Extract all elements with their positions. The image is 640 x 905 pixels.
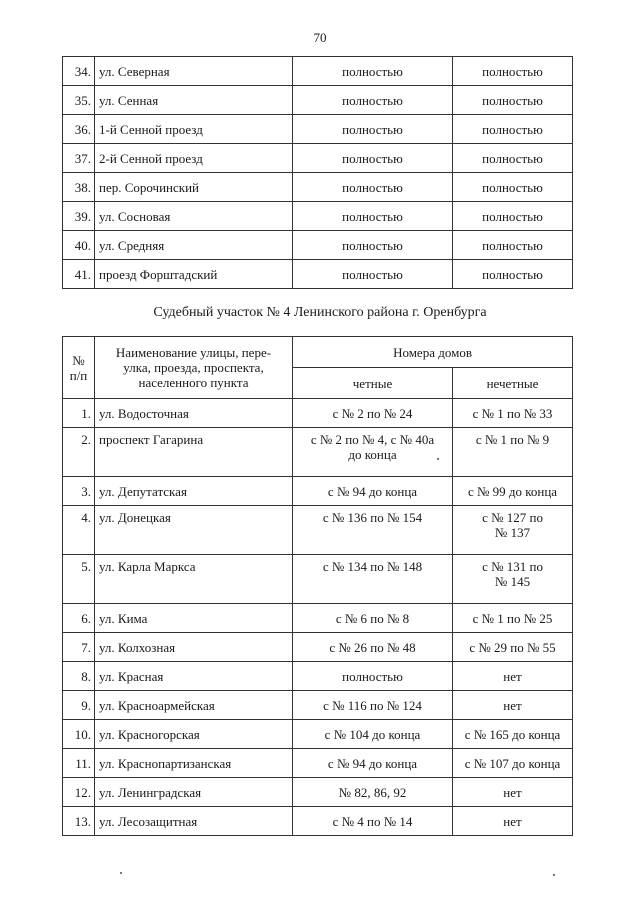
table-row bbox=[63, 173, 573, 202]
odd-houses-line: с № 127 по bbox=[482, 510, 543, 525]
header-num bbox=[63, 337, 95, 399]
odd-houses bbox=[453, 555, 573, 604]
street-name: проезд Форштадский bbox=[95, 260, 293, 289]
table-row bbox=[63, 633, 573, 662]
header-num-line1: № bbox=[72, 352, 85, 368]
odd-houses bbox=[453, 399, 573, 428]
odd-houses-line: нет bbox=[503, 784, 522, 800]
street-name: 2-й Сенной проезд bbox=[95, 144, 293, 173]
header-house-numbers: Номера домов bbox=[293, 337, 573, 368]
even-houses-line: с № 6 по № 8 bbox=[335, 610, 410, 626]
table-row bbox=[63, 720, 573, 749]
street-name: ул. Сосновая bbox=[95, 202, 293, 231]
row-number: 34. bbox=[63, 57, 95, 86]
header-odd: нечетные bbox=[453, 368, 573, 399]
table-row bbox=[63, 399, 573, 428]
table-row bbox=[63, 202, 573, 231]
odd-houses bbox=[453, 604, 573, 633]
row-number: 38. bbox=[63, 173, 95, 202]
odd-houses bbox=[453, 691, 573, 720]
even-houses-line: с № 104 до конца bbox=[324, 726, 421, 742]
even-houses bbox=[293, 428, 453, 477]
odd-houses-line: с № 131 по bbox=[482, 559, 543, 574]
odd-houses: полностью bbox=[453, 202, 573, 231]
odd-houses: полностью bbox=[453, 144, 573, 173]
odd-houses-line: с № 1 по № 25 bbox=[472, 610, 553, 626]
table-row bbox=[63, 749, 573, 778]
row-number: 40. bbox=[63, 231, 95, 260]
street-name: ул. Ленинградская bbox=[95, 778, 293, 807]
row-number: 2. bbox=[63, 428, 95, 477]
scan-speck bbox=[120, 872, 122, 874]
odd-houses-line: нет bbox=[503, 813, 522, 829]
odd-houses: полностью bbox=[453, 231, 573, 260]
even-houses-line: с № 136 по № 154 bbox=[322, 510, 423, 525]
header-even: четные bbox=[293, 368, 453, 399]
row-number: 10. bbox=[63, 720, 95, 749]
street-name: ул. Донецкая bbox=[95, 506, 293, 555]
table-row bbox=[63, 260, 573, 289]
table-row bbox=[63, 57, 573, 86]
table-row bbox=[63, 506, 573, 555]
header-name-line2: улка, проезда, проспекта, bbox=[123, 360, 264, 375]
row-number: 1. bbox=[63, 399, 95, 428]
odd-houses bbox=[453, 477, 573, 506]
header-name-line3: населенного пункта bbox=[138, 375, 249, 390]
even-houses-line: с № 26 по № 48 bbox=[329, 639, 416, 655]
street-name: ул. Краснопартизанская bbox=[95, 749, 293, 778]
street-name: ул. Колхозная bbox=[95, 633, 293, 662]
table-row bbox=[63, 691, 573, 720]
header-street-name bbox=[95, 337, 293, 399]
even-houses: полностью bbox=[293, 202, 453, 231]
table2-body bbox=[63, 399, 573, 836]
street-name: ул. Кима bbox=[95, 604, 293, 633]
page-number: 70 bbox=[313, 30, 327, 45]
street-name: ул. Депутатская bbox=[95, 477, 293, 506]
even-houses: полностью bbox=[293, 144, 453, 173]
odd-houses bbox=[453, 506, 573, 555]
row-number: 39. bbox=[63, 202, 95, 231]
row-number: 3. bbox=[63, 477, 95, 506]
row-number: 37. bbox=[63, 144, 95, 173]
table-row bbox=[63, 477, 573, 506]
even-houses: полностью bbox=[293, 173, 453, 202]
odd-houses-line: нет bbox=[503, 697, 522, 713]
table-row bbox=[63, 662, 573, 691]
even-houses bbox=[293, 691, 453, 720]
row-number: 35. bbox=[63, 86, 95, 115]
table-row bbox=[63, 231, 573, 260]
odd-houses bbox=[453, 633, 573, 662]
even-houses bbox=[293, 749, 453, 778]
even-houses-line: до конца bbox=[348, 447, 397, 462]
row-number: 7. bbox=[63, 633, 95, 662]
row-number: 5. bbox=[63, 555, 95, 604]
odd-houses-line: с № 107 до конца bbox=[464, 755, 561, 771]
even-houses bbox=[293, 807, 453, 836]
odd-houses bbox=[453, 778, 573, 807]
scan-speck bbox=[553, 874, 555, 876]
even-houses-line: с № 134 по № 148 bbox=[322, 559, 423, 574]
table2-header bbox=[63, 337, 573, 399]
odd-houses-line: с № 165 до конца bbox=[464, 726, 561, 742]
odd-houses-line: нет bbox=[503, 668, 522, 684]
odd-houses-line: № 145 bbox=[494, 574, 531, 589]
header-name-line1: Наименование улицы, пере- bbox=[115, 345, 272, 360]
street-name: ул. Водосточная bbox=[95, 399, 293, 428]
street-name: ул. Северная bbox=[95, 57, 293, 86]
table-row bbox=[63, 778, 573, 807]
street-name: 1-й Сенной проезд bbox=[95, 115, 293, 144]
court-district-4-table bbox=[62, 336, 573, 836]
odd-houses: полностью bbox=[453, 260, 573, 289]
even-houses: полностью bbox=[293, 86, 453, 115]
odd-houses-line: № 137 bbox=[494, 525, 531, 540]
row-number: 36. bbox=[63, 115, 95, 144]
row-number: 13. bbox=[63, 807, 95, 836]
row-number: 4. bbox=[63, 506, 95, 555]
table-row bbox=[63, 807, 573, 836]
even-houses-line: с № 4 по № 14 bbox=[332, 813, 413, 829]
streets-table-continuation bbox=[62, 56, 573, 289]
table-row bbox=[63, 86, 573, 115]
odd-houses bbox=[453, 428, 573, 477]
even-houses bbox=[293, 506, 453, 555]
table-row bbox=[63, 555, 573, 604]
even-houses-line: с № 94 до конца bbox=[327, 483, 418, 499]
odd-houses-line: с № 29 по № 55 bbox=[469, 639, 556, 655]
odd-houses-line: с № 1 по № 9 bbox=[475, 432, 550, 447]
even-houses-line: с № 94 до конца bbox=[327, 755, 418, 771]
street-name: ул. Сенная bbox=[95, 86, 293, 115]
odd-houses bbox=[453, 662, 573, 691]
table-row bbox=[63, 604, 573, 633]
even-houses bbox=[293, 720, 453, 749]
row-number: 41. bbox=[63, 260, 95, 289]
odd-houses-line: с № 99 до конца bbox=[467, 483, 558, 499]
odd-houses bbox=[453, 807, 573, 836]
even-houses: полностью bbox=[293, 231, 453, 260]
odd-houses bbox=[453, 749, 573, 778]
table-row bbox=[63, 428, 573, 477]
odd-houses: полностью bbox=[453, 173, 573, 202]
street-name: ул. Красноармейская bbox=[95, 691, 293, 720]
odd-houses: полностью bbox=[453, 57, 573, 86]
even-houses-line: с № 2 по № 24 bbox=[332, 405, 413, 421]
even-houses bbox=[293, 662, 453, 691]
even-houses bbox=[293, 633, 453, 662]
even-houses-line: с № 2 по № 4, с № 40а bbox=[310, 432, 435, 447]
street-name: ул. Карла Маркса bbox=[95, 555, 293, 604]
even-houses bbox=[293, 604, 453, 633]
even-houses bbox=[293, 477, 453, 506]
even-houses bbox=[293, 778, 453, 807]
street-name: проспект Гагарина bbox=[95, 428, 293, 477]
street-name: ул. Красногорская bbox=[95, 720, 293, 749]
row-number: 6. bbox=[63, 604, 95, 633]
scan-speck bbox=[437, 458, 439, 460]
odd-houses-line: с № 1 по № 33 bbox=[472, 405, 553, 421]
header-num-line2: п/п bbox=[69, 367, 88, 383]
table1-body bbox=[63, 57, 573, 289]
street-name: ул. Лесозащитная bbox=[95, 807, 293, 836]
street-name: ул. Красная bbox=[95, 662, 293, 691]
even-houses bbox=[293, 555, 453, 604]
even-houses-line: с № 116 по № 124 bbox=[323, 697, 422, 713]
odd-houses bbox=[453, 720, 573, 749]
even-houses: полностью bbox=[293, 57, 453, 86]
row-number: 8. bbox=[63, 662, 95, 691]
section-title: Судебный участок № 4 Ленинского района г. Оренбурга bbox=[153, 305, 487, 320]
even-houses-line: № 82, 86, 92 bbox=[338, 784, 407, 800]
table-row bbox=[63, 115, 573, 144]
even-houses: полностью bbox=[293, 260, 453, 289]
row-number: 9. bbox=[63, 691, 95, 720]
odd-houses: полностью bbox=[453, 86, 573, 115]
even-houses-line: полностью bbox=[342, 668, 403, 684]
even-houses: полностью bbox=[293, 115, 453, 144]
table-row bbox=[63, 144, 573, 173]
street-name: ул. Средняя bbox=[95, 231, 293, 260]
odd-houses: полностью bbox=[453, 115, 573, 144]
even-houses bbox=[293, 399, 453, 428]
row-number: 11. bbox=[63, 749, 95, 778]
row-number: 12. bbox=[63, 778, 95, 807]
street-name: пер. Сорочинский bbox=[95, 173, 293, 202]
